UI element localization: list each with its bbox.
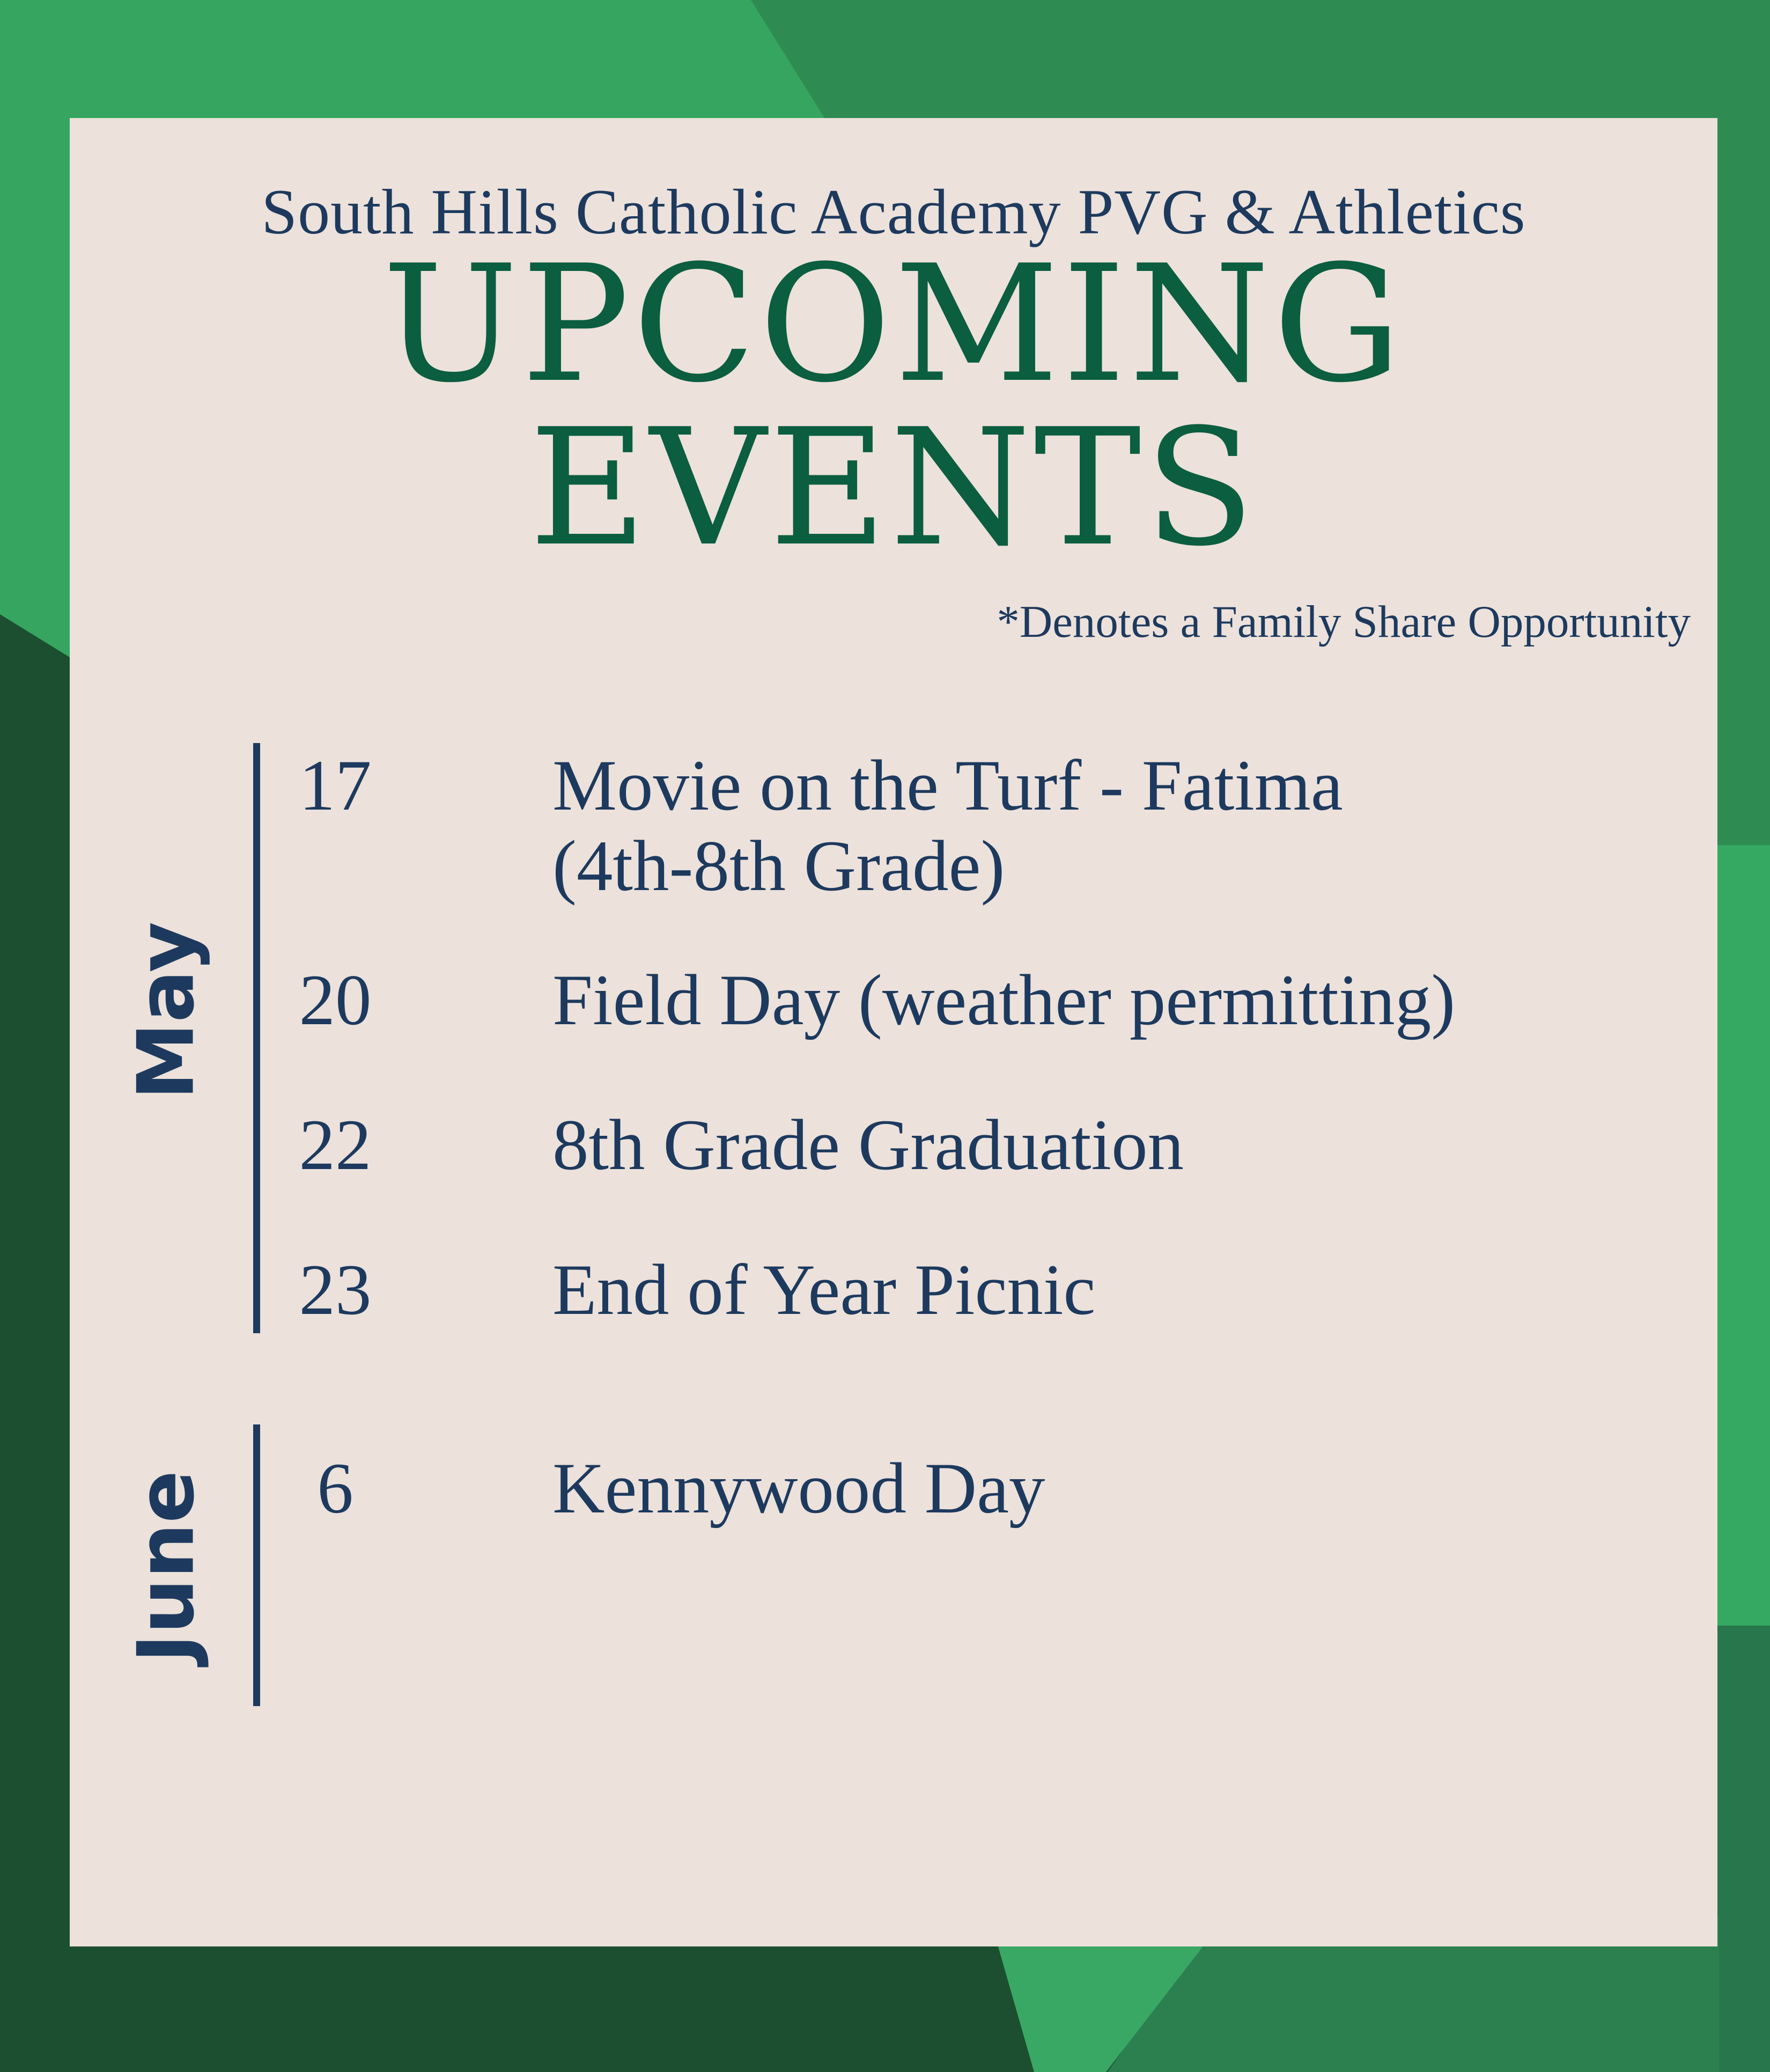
event-date: 6 (317, 1449, 353, 1529)
event-name: 8th Grade Graduation (552, 1105, 1184, 1185)
month-label-june: June (121, 1470, 212, 1663)
event-date: 20 (299, 960, 372, 1040)
content-panel (70, 118, 1717, 1946)
family-share-footnote: *Denotes a Family Share Opportunity (997, 597, 1691, 647)
poster-title-line1: UPCOMING (382, 231, 1405, 418)
event-name-line2: (4th-8th Grade) (552, 826, 1005, 906)
event-date: 23 (299, 1250, 372, 1330)
event-date: 17 (299, 746, 372, 826)
event-name: Kennywood Day (552, 1449, 1045, 1529)
month-label-may: May (121, 921, 212, 1100)
organization-title: South Hills Catholic Academy PVG & Athletics (261, 176, 1526, 247)
event-name-line1: Movie on the Turf - Fatima (552, 746, 1343, 826)
poster-title (70, 231, 1717, 582)
poster-title-line2: EVENTS (529, 394, 1258, 582)
event-name: Field Day (weather permitting) (552, 960, 1456, 1040)
event-name (552, 746, 1675, 907)
event-name: End of Year Picnic (552, 1250, 1096, 1330)
event-date: 22 (299, 1105, 372, 1185)
